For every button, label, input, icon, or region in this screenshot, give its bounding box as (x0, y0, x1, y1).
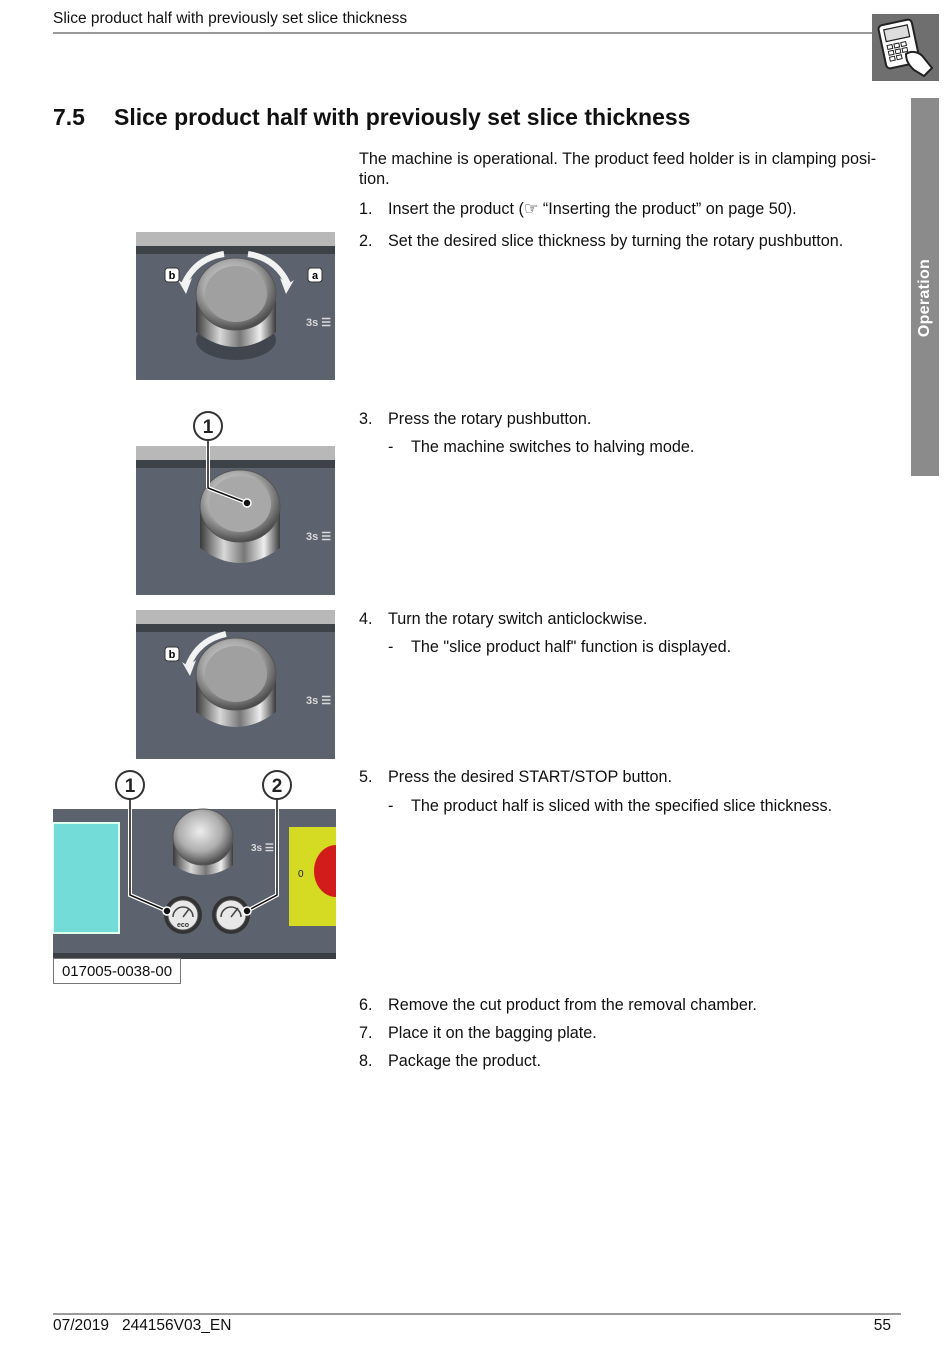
step-number: 2. (359, 232, 373, 250)
intro-line-1: The machine is operational. The product feed holder is in clamping posi- (359, 150, 877, 168)
step-text: Insert the product (☞ “Inserting the product” on page 50). (388, 200, 797, 218)
side-tab-operation (911, 98, 939, 476)
step-text: Place it on the bagging plate. (388, 1024, 597, 1042)
page-number: 55 (873, 1317, 891, 1334)
callout-1: 1 (124, 776, 136, 797)
figure-code: 017005-0038-00 (53, 958, 181, 984)
intro-line-2: tion. (359, 170, 390, 188)
step-text: Turn the rotary switch anticlockwise. (388, 610, 648, 628)
arrow-label-a: a (311, 270, 319, 282)
footer-doc-id: 07/2019 244156V03_EN (53, 1317, 232, 1334)
step-number: 6. (359, 996, 373, 1014)
eco-label: eco (176, 922, 190, 929)
step-number: 1. (359, 200, 373, 218)
step-number: 7. (359, 1024, 373, 1042)
figure-start-stop-buttons (53, 767, 336, 959)
result-dash: - (388, 638, 394, 656)
step-number: 3. (359, 410, 373, 428)
step-text: Remove the cut product from the removal chamber. (388, 996, 757, 1014)
result-dash: - (388, 438, 394, 456)
step-number: 8. (359, 1052, 373, 1070)
result-text: The product half is sliced with the specified slice thickness. (411, 797, 833, 815)
arrow-label-b: b (168, 270, 176, 282)
side-tab-label: Operation (916, 258, 933, 338)
step-number: 5. (359, 768, 373, 786)
step-text: Press the rotary pushbutton. (388, 410, 592, 428)
figure-rotary-knob-press (136, 408, 335, 595)
footer-rule (53, 1313, 901, 1315)
step-text: Set the desired slice thickness by turning the rotary pushbutton. (388, 232, 844, 250)
callout-1: 1 (202, 417, 214, 438)
hand-control-panel-icon (872, 14, 939, 81)
knob-hold-label: 3s ☰ (306, 695, 332, 707)
step-text: Press the desired START/STOP button. (388, 768, 673, 786)
red-switch-label: 0 (298, 869, 304, 880)
arrow-label-b: b (168, 649, 176, 661)
figure-rotary-knob-turn (136, 232, 335, 380)
step-number: 4. (359, 610, 373, 628)
result-text: The "slice product half" function is displayed. (411, 638, 732, 656)
figure-rotary-knob-anticlockwise (136, 610, 335, 759)
section-number: 7.5 (53, 104, 85, 130)
result-dash: - (388, 797, 394, 815)
knob-hold-label: 3s ☰ (306, 317, 332, 329)
knob-hold-label: 3s ☰ (251, 843, 274, 854)
header-rule (53, 32, 873, 34)
callout-2: 2 (271, 776, 283, 797)
section-title: Slice product half with previously set slice thickness (114, 104, 691, 130)
knob-hold-label: 3s ☰ (306, 531, 332, 543)
running-header: Slice product half with previously set slice thickness (53, 10, 408, 27)
result-text: The machine switches to halving mode. (411, 438, 695, 456)
step-text: Package the product. (388, 1052, 541, 1070)
